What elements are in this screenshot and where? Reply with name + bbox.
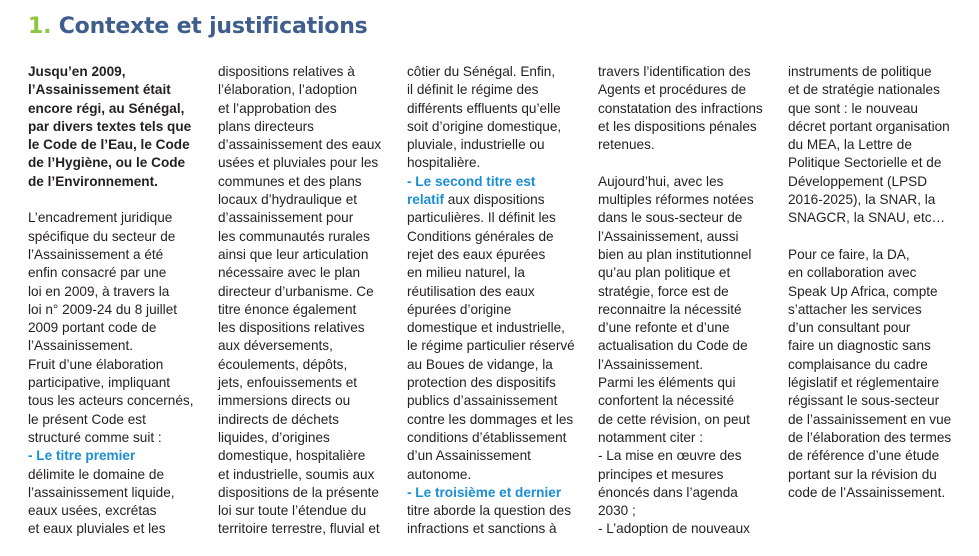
text-line: l’Assainissement. — [28, 338, 134, 354]
consultant-paragraph — [788, 246, 951, 502]
second-title-text — [407, 209, 575, 483]
text-line: d’un Assainissement — [407, 448, 531, 464]
text-line: législatif et réglementaire — [788, 375, 940, 391]
text-line: multiples réformes notées — [598, 192, 754, 208]
text-line: 2016-2025), la SNAR, la — [788, 192, 936, 208]
column-4 — [598, 63, 763, 539]
text-line: enfin consacré par une — [28, 265, 167, 281]
third-title-label: - Le troisième et dernier — [407, 484, 562, 500]
text-line: énoncés dans l’agenda — [598, 484, 738, 500]
text-line: et les dispositions pénales — [598, 118, 757, 134]
text-line: indirects de déchets — [218, 411, 339, 427]
text-line: Fruit d’une élaboration — [28, 356, 164, 372]
text-line: au Boues de vidange, la — [407, 356, 553, 372]
second-title-label-end: relatif — [407, 192, 445, 208]
text-line: locaux d’hydraulique et — [218, 192, 358, 208]
text-line: dispositions de la présente — [218, 484, 379, 500]
text-line: infractions et sanctions à — [407, 521, 557, 537]
text-line: - La mise en œuvre des — [598, 448, 742, 464]
text-line: constatation des infractions — [598, 100, 763, 116]
text-line: d’une refonte et d’une — [598, 320, 730, 336]
text-line: bien au plan institutionnel — [598, 246, 752, 262]
text-line: l’Assainissement. — [598, 356, 704, 372]
text-line: SNAGCR, la SNAU, etc… — [788, 210, 946, 226]
text-line: épurées d’origine — [407, 301, 512, 317]
text-line: et industrielle, soumis aux — [218, 466, 375, 482]
text-line: décret portant organisation — [788, 118, 950, 134]
text-line: le présent Code est — [28, 411, 146, 427]
text-line: l’Assainissement, aussi — [598, 228, 739, 244]
text-line: l’assainissement liquide, — [28, 484, 175, 500]
text-line: délimite le domaine de — [28, 466, 165, 482]
text-line: notamment citer : — [598, 429, 704, 445]
text-line: complaisance du cadre — [788, 356, 928, 372]
text-line: Politique Sectorielle et de — [788, 155, 942, 171]
text-line: retenues. — [598, 137, 655, 153]
text-line: et eaux pluviales et les — [28, 521, 166, 537]
text-line: soit d’origine domestique, — [407, 118, 562, 134]
text-line: 2009 portant code de — [28, 320, 157, 336]
text-line: contre les dommages et les — [407, 411, 574, 427]
text-line: titre énonce également — [218, 301, 357, 317]
text-line: instruments de politique — [788, 64, 932, 79]
column-3 — [407, 63, 575, 539]
third-title-text — [407, 502, 575, 539]
column-1 — [28, 63, 193, 539]
text-line: Parmi les éléments qui — [598, 375, 736, 391]
legal-framework-paragraph — [28, 209, 193, 447]
text-line: aux déversements, — [218, 338, 333, 354]
text-line: pluviale, industrielle ou — [407, 137, 545, 153]
text-line: 2030 ; — [598, 503, 636, 519]
text-line: participative, impliquant — [28, 375, 171, 391]
column-5 — [788, 63, 951, 502]
text-line: titre aborde la question des — [407, 503, 571, 519]
column-2-text — [218, 63, 381, 539]
text-line: différents effluents qu’elle — [407, 100, 561, 116]
text-line: communes et des plans — [218, 173, 362, 189]
text-line: principes et mesures — [598, 466, 724, 482]
text-line: Pour ce faire, la DA, — [788, 246, 910, 262]
title-premier-text — [28, 466, 193, 539]
text-line: structuré comme suit : — [28, 429, 162, 445]
text-line: publics d’assainissement — [407, 393, 558, 409]
text-line: en collaboration avec — [788, 265, 917, 281]
text-line: - L’adoption de nouveaux — [598, 521, 750, 537]
text-line: spécifique du secteur de — [28, 228, 176, 244]
text-line: du MEA, la Lettre de — [788, 137, 912, 153]
text-line: de l’assainissement en vue — [788, 411, 952, 427]
text-line: tous les acteurs concernés, — [28, 393, 194, 409]
text-line: d’assainissement des eaux — [218, 137, 382, 153]
column-2 — [218, 63, 381, 539]
text-line: eaux usées, excrétas — [28, 503, 157, 519]
text-line: d’assainissement pour — [218, 210, 354, 226]
text-line: encore régi, au Sénégal, — [28, 100, 185, 116]
text-line: de cette révision, on peut — [598, 411, 750, 427]
column-3-lead — [407, 63, 575, 173]
section-title: Contexte et justifications — [58, 14, 368, 39]
text-line: loi en 2009, à travers la — [28, 283, 170, 299]
text-line: loi n° 2009-24 du 8 juillet — [28, 301, 178, 317]
text-line: écoulements, dépôts, — [218, 356, 348, 372]
text-line: liquides, d’origines — [218, 429, 330, 445]
text-line: les dispositions relatives — [218, 320, 365, 336]
text-line: que sont : le nouveau — [788, 100, 918, 116]
intro-paragraph — [28, 63, 193, 191]
text-line: rejet des eaux épurées — [407, 246, 546, 262]
text-line: immersions directs ou — [218, 393, 351, 409]
text-line: loi sur toute l’étendue du — [218, 503, 367, 519]
text-line: usées et pluviales pour les — [218, 155, 379, 171]
text-line: Développement (LPSD — [788, 173, 928, 189]
text-line: domestique, hospitalière — [218, 448, 366, 464]
text-line: actualisation du Code de — [598, 338, 748, 354]
text-line: et de stratégie nationales — [788, 82, 940, 98]
text-line: L’encadrement juridique — [28, 210, 173, 226]
text-line: stratégie, force est de — [598, 283, 729, 299]
text-line: de l’Hygiène, ou le Code — [28, 155, 186, 171]
text-line: jets, enfouissements et — [218, 375, 358, 391]
column-5-lead — [788, 63, 951, 228]
text-line: code de l’Assainissement. — [788, 484, 946, 500]
text-line: protection des dispositifs — [407, 375, 556, 391]
text-line: faire un diagnostic sans — [788, 338, 931, 354]
text-line: l’élaboration, l’adoption — [218, 82, 358, 98]
text-line: Conditions générales de — [407, 228, 554, 244]
text-line: l’Assainissement était — [28, 82, 171, 98]
column-4-lead — [598, 63, 763, 154]
text-line: réutilisation des eaux — [407, 283, 535, 299]
text-line: le régime particulier réservé — [407, 338, 575, 354]
text-line: travers l’identification des — [598, 64, 751, 79]
text-line: par divers textes tels que — [28, 118, 192, 134]
text-line: l’Assainissement a été — [28, 246, 164, 262]
text-line: Agents et procédures de — [598, 82, 747, 98]
text-line: conditions d’établissement — [407, 429, 567, 445]
reforms-paragraph — [598, 173, 763, 539]
text-line: particulières. Il définit les — [407, 210, 556, 226]
text-line: Aujourd’hui, avec les — [598, 173, 724, 189]
text-line: il définit le régime des — [407, 82, 539, 98]
text-line: confortent la nécessité — [598, 393, 735, 409]
second-title-line-rest: aux dispositions — [444, 192, 545, 208]
text-line: en milieu naturel, la — [407, 265, 525, 281]
section-heading — [28, 14, 368, 39]
second-title-line — [407, 191, 575, 209]
text-line: plans directeurs — [218, 118, 314, 134]
text-line: dispositions relatives à — [218, 64, 355, 79]
title-premier-label: - Le titre premier — [28, 448, 136, 464]
text-line: les communautés rurales — [218, 228, 370, 244]
text-line: le Code de l’Eau, le Code — [28, 137, 190, 153]
text-line: de l’élaboration des termes — [788, 429, 952, 445]
text-line: reconnaitre la nécessité — [598, 301, 742, 317]
text-line: qu’au plan politique et — [598, 265, 731, 281]
text-line: de l’Environnement. — [28, 173, 158, 189]
text-line: Speak Up Africa, compte — [788, 283, 938, 299]
text-line: autonome. — [407, 466, 472, 482]
text-line: de référence d’une étude — [788, 448, 940, 464]
text-line: d’un consultant pour — [788, 320, 911, 336]
text-line: portant sur la révision du — [788, 466, 937, 482]
text-line: hospitalière. — [407, 155, 481, 171]
text-line: côtier du Sénégal. Enfin, — [407, 64, 556, 79]
text-line: régissant le sous-secteur — [788, 393, 940, 409]
text-line: nécessaire avec le plan — [218, 265, 361, 281]
text-line: directeur d’urbanisme. Ce — [218, 283, 374, 299]
second-title-label: - Le second titre est — [407, 173, 536, 189]
section-number: 1. — [28, 14, 52, 39]
text-line: territoire terrestre, fluvial et — [218, 521, 380, 537]
text-line: dans le sous-secteur de — [598, 210, 743, 226]
text-line: domestique et industrielle, — [407, 320, 565, 336]
text-line: ainsi que leur articulation — [218, 246, 369, 262]
text-line: s’attacher les services — [788, 301, 922, 317]
text-line: Jusqu’en 2009, — [28, 64, 126, 79]
text-line: et l’approbation des — [218, 100, 337, 116]
